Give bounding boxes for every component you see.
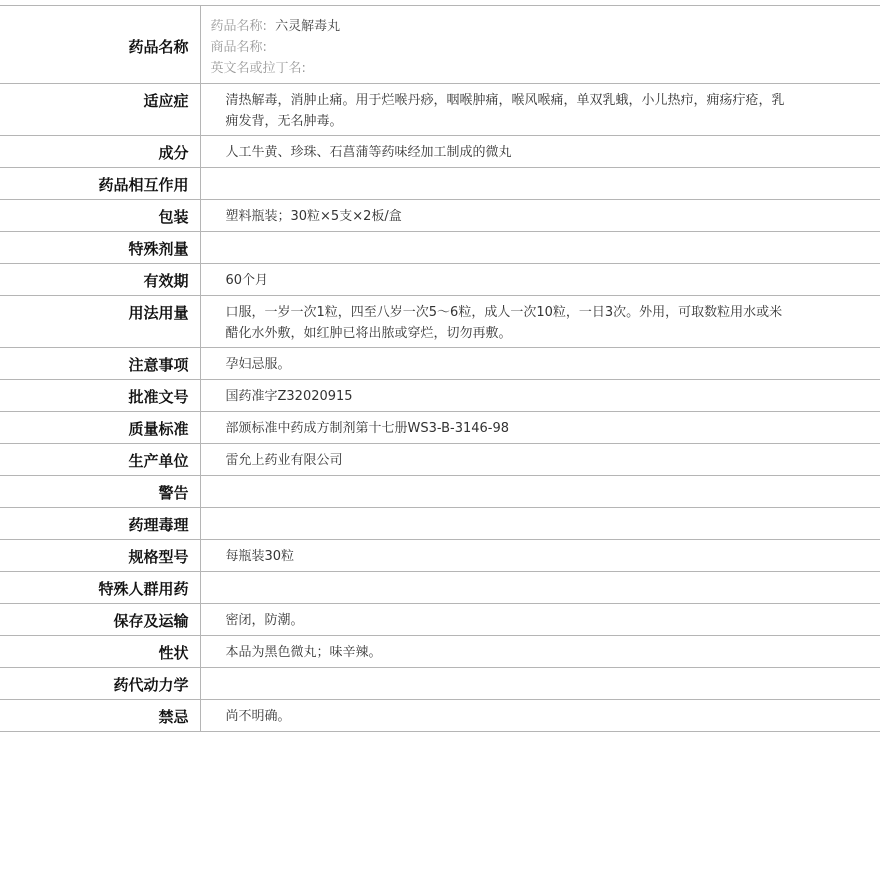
row-special-populations [0,572,880,604]
row-value [200,668,880,700]
row-label: 包装 [0,200,200,232]
drug-name-value: 六灵解毒丸 [275,19,341,34]
row-label: 批准文号 [0,380,200,412]
row-label: 保存及运输 [0,604,200,636]
english-name-label: 英文名或拉丁名: [210,61,306,76]
row-label: 适应症 [0,84,200,136]
row-label: 规格型号 [0,540,200,572]
row-pharmacokinetics [0,668,880,700]
drug-info-table [0,5,880,732]
drug-name-label: 药品名称: [210,19,267,34]
row-appearance [0,636,880,668]
row-label: 药代动力学 [0,668,200,700]
row-label: 性状 [0,636,200,668]
row-pharmacology [0,508,880,540]
row-value: 塑料瓶装；30粒×5支×2板/盒 [200,200,880,232]
row-approval-number [0,380,880,412]
row-special-dosage [0,232,880,264]
row-indications [0,84,880,136]
row-value: 人工牛黄、珍珠、石菖蒲等药味经加工制成的微丸 [200,136,880,168]
row-contraindications [0,700,880,732]
row-specification [0,540,880,572]
row-value: 口服，一岁一次1粒，四至八岁一次5～6粒，成人一次10粒，一日3次。外用，可取数粒用水或米醋化水外敷，如红肿已将出脓或穿烂，切勿再敷。 [200,296,880,348]
row-value: 国药准字Z32020915 [200,380,880,412]
row-shelf-life [0,264,880,296]
row-manufacturer [0,444,880,476]
row-storage [0,604,880,636]
row-drug-name [0,6,880,84]
row-value [200,168,880,200]
row-value: 清热解毒，消肿止痛。用于烂喉丹痧，咽喉肿痛，喉风喉痛，单双乳蛾，小儿热疖，痈疡疔疮，乳痈发背，无名肿毒。 [200,84,880,136]
row-packaging [0,200,880,232]
row-precautions [0,348,880,380]
row-label: 药理毒理 [0,508,200,540]
row-value: 密闭，防潮。 [200,604,880,636]
row-label: 药品相互作用 [0,168,200,200]
row-value: 每瓶装30粒 [200,540,880,572]
drug-name-cell [200,6,880,84]
row-warning [0,476,880,508]
row-label: 特殊人群用药 [0,572,200,604]
row-quality-standard [0,412,880,444]
row-label: 用法用量 [0,296,200,348]
row-label: 药品名称 [0,6,200,84]
row-label: 警告 [0,476,200,508]
row-value: 本品为黑色微丸；味辛辣。 [200,636,880,668]
row-value [200,508,880,540]
row-value [200,476,880,508]
row-value: 尚不明确。 [200,700,880,732]
row-value: 部颁标准中药成方制剂第十七册WS3-B-3146-98 [200,412,880,444]
row-label: 有效期 [0,264,200,296]
trade-name-label: 商品名称: [210,40,267,55]
row-value: 雷允上药业有限公司 [200,444,880,476]
row-value [200,572,880,604]
row-label: 注意事项 [0,348,200,380]
row-label: 生产单位 [0,444,200,476]
row-value: 孕妇忌服。 [200,348,880,380]
row-ingredients [0,136,880,168]
row-value: 60个月 [200,264,880,296]
row-interactions [0,168,880,200]
row-label: 质量标准 [0,412,200,444]
row-value [200,232,880,264]
row-label: 成分 [0,136,200,168]
row-label: 禁忌 [0,700,200,732]
row-label: 特殊剂量 [0,232,200,264]
row-usage-dosage [0,296,880,348]
